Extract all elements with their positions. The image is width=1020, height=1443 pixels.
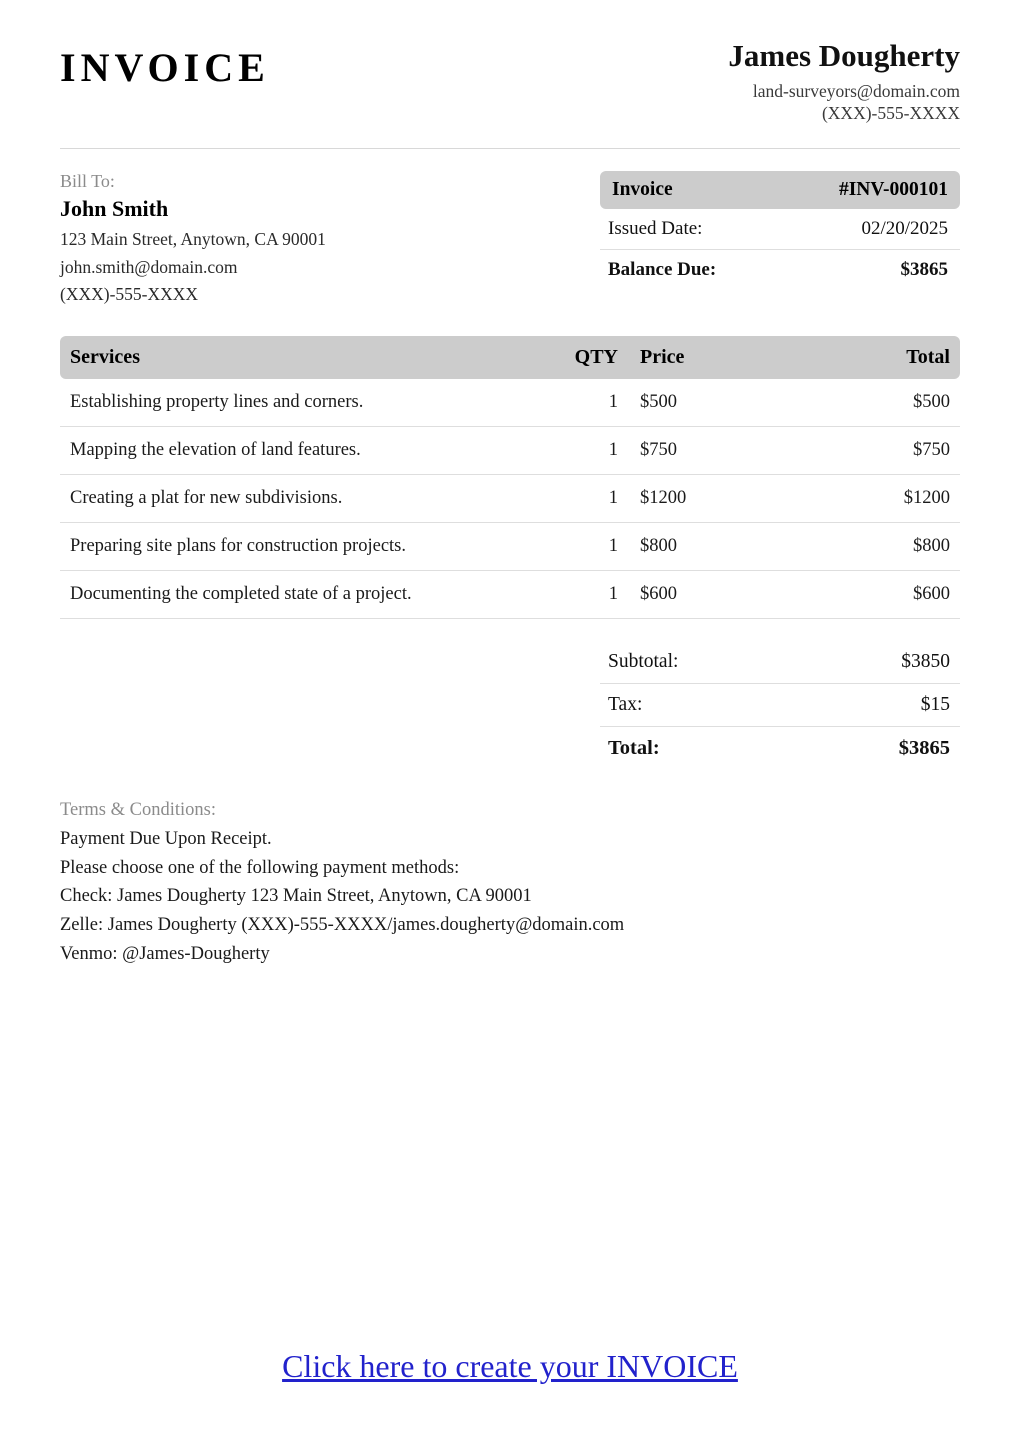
table-row — [60, 475, 960, 523]
subtotal-row — [600, 641, 960, 684]
issuer-phone: (XXX)-555-XXXX — [821, 103, 960, 124]
row-total: $600 — [913, 583, 950, 604]
row-qty: 1 — [608, 391, 618, 412]
page-title: INVOICE — [60, 45, 270, 90]
column-header-qty: QTY — [574, 345, 618, 368]
invoice-number: #INV-000101 — [838, 179, 948, 201]
subtotal-value: $3850 — [901, 650, 950, 672]
row-description: Creating a plat for new subdivisions. — [70, 487, 343, 508]
bill-to-phone: (XXX)-555-XXXX — [60, 283, 199, 304]
bill-to-address: 123 Main Street, Anytown, CA 90001 — [60, 229, 326, 250]
row-description: Preparing site plans for construction projects. — [70, 535, 406, 556]
invoice-meta-box — [600, 171, 960, 290]
tax-label: Tax: — [608, 693, 643, 715]
row-qty: 1 — [608, 583, 618, 604]
issued-date-row — [600, 209, 960, 250]
row-total: $750 — [913, 439, 950, 460]
bill-to-name: John Smith — [60, 196, 169, 222]
footer — [0, 1348, 1020, 1385]
total-row — [600, 727, 960, 770]
row-description: Documenting the completed state of a project. — [70, 583, 412, 604]
row-price: $500 — [640, 391, 677, 412]
issuer-email: land-surveyors@domain.com — [752, 80, 960, 101]
table-header-row — [60, 336, 960, 379]
row-description: Mapping the elevation of land features. — [70, 439, 361, 460]
tax-row — [600, 684, 960, 727]
issuer-name: James Dougherty — [728, 38, 960, 73]
row-total: $500 — [913, 391, 950, 412]
issued-date-label: Issued Date: — [608, 218, 703, 240]
issuer-block — [728, 36, 960, 124]
terms-and-conditions — [60, 800, 960, 968]
subtotal-label: Subtotal: — [608, 650, 679, 672]
invoice-number-row — [600, 171, 960, 209]
terms-line-venmo: Venmo: @James-Dougherty — [60, 943, 270, 964]
table-row — [60, 427, 960, 475]
row-price: $1200 — [640, 487, 687, 508]
terms-line: Payment Due Upon Receipt. — [60, 828, 272, 849]
bill-to-email: john.smith@domain.com — [60, 256, 238, 277]
column-header-total: Total — [906, 345, 950, 368]
row-total: $1200 — [903, 487, 950, 508]
create-invoice-link[interactable]: Click here to create your INVOICE — [282, 1348, 738, 1384]
terms-label: Terms & Conditions: — [60, 799, 216, 820]
billing-and-meta — [60, 171, 960, 307]
column-header-price: Price — [640, 345, 685, 368]
row-price: $750 — [640, 439, 677, 460]
terms-line: Please choose one of the following payment methods: — [60, 857, 460, 878]
row-price: $800 — [640, 535, 677, 556]
terms-line-check: Check: James Dougherty 123 Main Street, Anytown, CA 90001 — [60, 886, 532, 907]
tax-value: $15 — [920, 693, 950, 715]
balance-due-label: Balance Due: — [608, 259, 717, 281]
total-label: Total: — [608, 736, 660, 759]
services-table — [60, 336, 960, 619]
invoice-label: Invoice — [612, 179, 673, 201]
row-qty: 1 — [608, 439, 618, 460]
row-total: $800 — [913, 535, 950, 556]
row-description: Establishing property lines and corners. — [70, 391, 364, 412]
table-row — [60, 523, 960, 571]
table-row — [60, 571, 960, 619]
bill-to-block — [60, 171, 530, 307]
bill-to-label: Bill To: — [60, 171, 115, 192]
table-row — [60, 379, 960, 427]
column-header-services: Services — [70, 345, 140, 368]
totals-block — [600, 641, 960, 770]
row-price: $600 — [640, 583, 677, 604]
total-value: $3865 — [898, 736, 950, 759]
header-divider — [60, 148, 960, 149]
issued-date-value: 02/20/2025 — [861, 218, 948, 240]
terms-line-zelle: Zelle: James Dougherty (XXX)-555-XXXX/james.dougherty@domain.com — [60, 914, 625, 935]
row-qty: 1 — [608, 487, 618, 508]
balance-due-row — [600, 250, 960, 290]
balance-due-value: $3865 — [900, 259, 948, 281]
row-qty: 1 — [608, 535, 618, 556]
invoice-header — [60, 0, 960, 142]
